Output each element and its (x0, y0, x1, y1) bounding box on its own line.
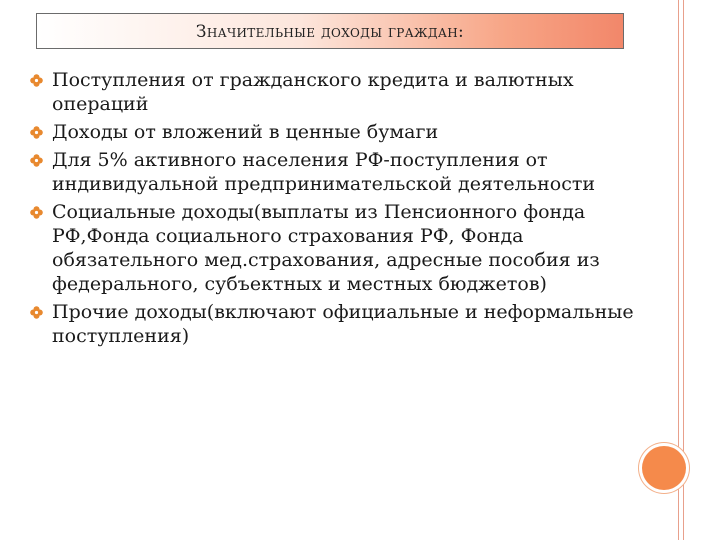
orange-circle-decoration (642, 446, 686, 490)
slide-title-text: Значительные доходы граждан: (195, 22, 465, 42)
bullet-list (30, 68, 655, 352)
clover-bullet-icon (30, 126, 43, 139)
bullet-item (30, 120, 655, 144)
clover-bullet-icon (30, 206, 43, 219)
bullet-item (30, 300, 655, 348)
bullet-item (30, 68, 655, 116)
bullet-text: Прочие доходы(включают официальные и неформальные поступления) (52, 301, 634, 347)
bullet-item (30, 200, 655, 296)
bullet-text: Социальные доходы(выплаты из Пенсионного фонда РФ,Фонда социального страхования РФ, Фонда обязательного мед.страхования, адресные пособия из федерального, субъектных и местных бюджетов) (52, 201, 600, 295)
bullet-text: Поступления от гражданского кредита и валютных операций (52, 69, 574, 115)
bullet-text: Доходы от вложений в ценные бумаги (52, 121, 439, 143)
bullet-item (30, 148, 655, 196)
clover-bullet-icon (30, 306, 43, 319)
bullet-text: Для 5% активного населения РФ-поступления от индивидуальной предпринимательской деятельности (52, 149, 596, 195)
slide-title (36, 13, 624, 49)
clover-bullet-icon (30, 74, 43, 87)
clover-bullet-icon (30, 154, 43, 167)
